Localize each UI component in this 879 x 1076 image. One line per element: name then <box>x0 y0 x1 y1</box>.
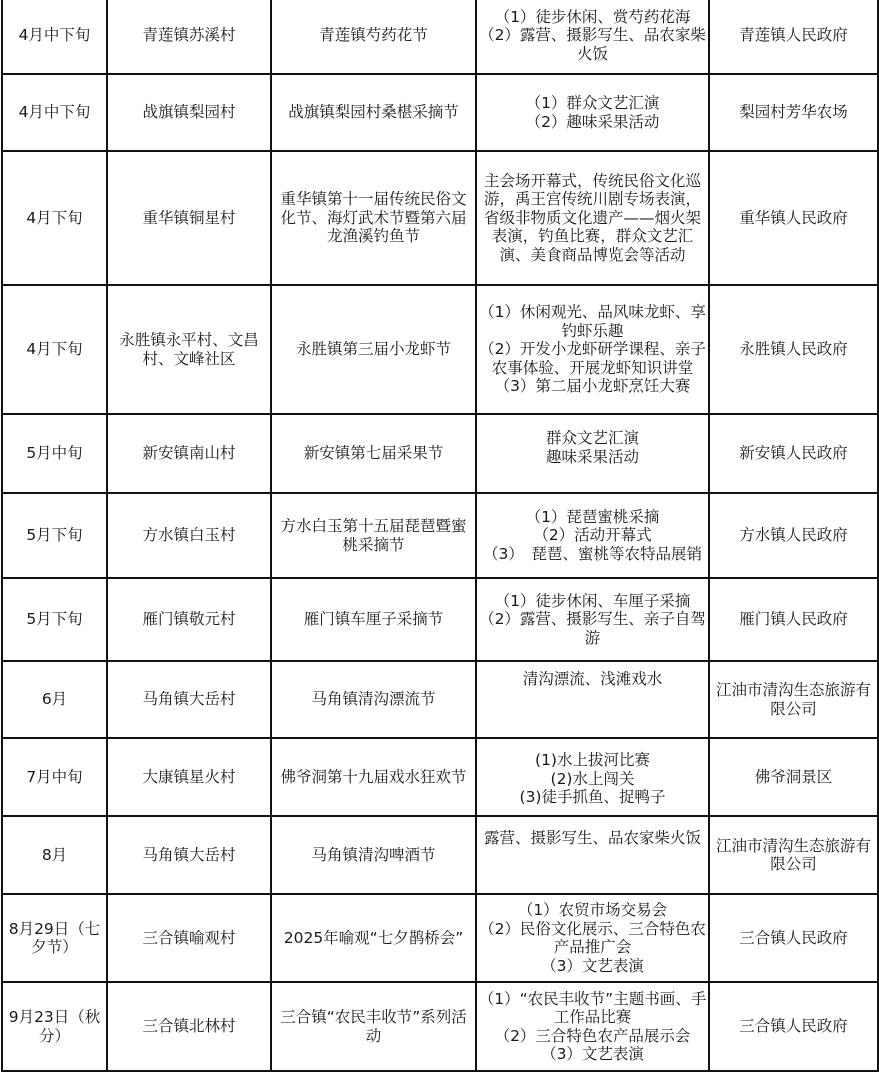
cell-village: 重华镇铜星村 <box>107 151 271 285</box>
cell-festival-name: 佛爷洞第十九届戏水狂欢节 <box>271 738 476 816</box>
table-row <box>2 661 878 738</box>
activity-item: 清沟漂流、浅滩戏水 <box>522 670 663 688</box>
activity-item: （1）农贸市场交易会 <box>517 901 668 919</box>
activity-item: （2）趣味采果活动 <box>525 112 660 131</box>
cell-festival-name: 马角镇清沟啤酒节 <box>271 816 476 894</box>
cell-village: 马角镇大岳村 <box>107 816 271 894</box>
table-body <box>2 0 878 1071</box>
cell-activities <box>476 151 709 285</box>
activity-item: （2）三合特色农产品展示会 <box>494 1026 691 1045</box>
cell-festival-name: 马角镇清沟漂流节 <box>271 661 476 738</box>
table-row <box>2 982 878 1071</box>
cell-time: 5月中旬 <box>2 414 107 493</box>
cell-time: 4月下旬 <box>2 151 107 285</box>
cell-activities <box>476 578 709 661</box>
cell-activities <box>476 661 709 738</box>
cell-activities <box>476 738 709 816</box>
cell-festival-name: 重华镇第十一届传统民俗文化节、海灯武术节暨第六届龙渔溪钓鱼节 <box>271 151 476 285</box>
cell-activities <box>476 74 709 151</box>
cell-time: 5月下旬 <box>2 493 107 578</box>
cell-festival-name: 方水白玉第十五届琵琶暨蜜桃采摘节 <box>271 493 476 578</box>
activity-item: （1）群众文艺汇演 <box>525 94 660 112</box>
cell-activities <box>476 0 709 74</box>
cell-activities <box>476 816 709 894</box>
activity-item: 主会场开幕式，传统民俗文化巡游，禹王宫传统川剧专场表演，省级非物质文化遗产——烟火架表演，钓鱼比赛，群众文艺汇演、美食商品博览会等活动 <box>483 171 701 264</box>
activity-item: （1）休闲观光、品风味龙虾、享钓虾乐趣 <box>479 303 706 340</box>
activity-item: 露营、摄影写生、品农家柴火饭 <box>483 829 701 847</box>
cell-organizer: 江油市清沟生态旅游有限公司 <box>709 661 878 738</box>
cell-time: 8月29日（七夕节） <box>2 894 107 982</box>
activity-item: （2）活动开幕式 <box>533 526 652 545</box>
cell-activities <box>476 414 709 493</box>
cell-organizer: 梨园村芳华农场 <box>709 74 878 151</box>
activity-item: 趣味采果活动 <box>545 447 639 466</box>
cell-village: 战旗镇梨园村 <box>107 74 271 151</box>
cell-organizer: 江油市清沟生态旅游有限公司 <box>709 816 878 894</box>
table-row <box>2 493 878 578</box>
cell-activities <box>476 982 709 1071</box>
cell-time: 6月 <box>2 661 107 738</box>
cell-festival-name: 青莲镇芍药花节 <box>271 0 476 74</box>
festival-schedule-table <box>1 0 879 1072</box>
table-row <box>2 578 878 661</box>
table-row <box>2 74 878 151</box>
cell-activities <box>476 285 709 414</box>
cell-organizer: 新安镇人民政府 <box>709 414 878 493</box>
activity-item: （3）文艺表演 <box>541 956 644 975</box>
cell-time: 4月中下旬 <box>2 0 107 74</box>
activity-item: (1)水上拔河比赛 <box>535 751 650 769</box>
cell-organizer: 重华镇人民政府 <box>709 151 878 285</box>
activity-item: （1）徒步休闲、赏芍药花海 <box>494 7 691 26</box>
cell-time: 4月下旬 <box>2 285 107 414</box>
cell-village: 方水镇白玉村 <box>107 493 271 578</box>
cell-activities <box>476 493 709 578</box>
cell-organizer: 三合镇人民政府 <box>709 982 878 1071</box>
activity-item: (3)徒手抓鱼、捉鸭子 <box>519 788 666 806</box>
cell-festival-name: 战旗镇梨园村桑椹采摘节 <box>271 74 476 151</box>
activity-item: （3） 琵琶、蜜桃等农特品展销 <box>482 544 703 563</box>
cell-time: 8月 <box>2 816 107 894</box>
table-row <box>2 816 878 894</box>
cell-festival-name: 2025年喻观“七夕鹊桥会” <box>271 894 476 982</box>
cell-time: 5月下旬 <box>2 578 107 661</box>
cell-time: 7月中旬 <box>2 738 107 816</box>
activity-item: （1）琵琶蜜桃采摘 <box>525 507 660 526</box>
cell-festival-name: 三合镇“农民丰收节”系列活动 <box>271 982 476 1071</box>
activity-item: （1）“农民丰收节”主题书画、手工作品比赛 <box>478 989 707 1026</box>
cell-time: 4月中下旬 <box>2 74 107 151</box>
cell-village: 三合镇喻观村 <box>107 894 271 982</box>
cell-organizer: 方水镇人民政府 <box>709 493 878 578</box>
cell-time: 9月23日（秋分） <box>2 982 107 1071</box>
activity-item: （2）民俗文化展示、三合特色农产品推广会 <box>479 919 706 956</box>
cell-organizer: 永胜镇人民政府 <box>709 285 878 414</box>
table-row <box>2 738 878 816</box>
cell-festival-name: 雁门镇车厘子采摘节 <box>271 578 476 661</box>
activity-item: （2）露营、摄影写生、亲子自驾游 <box>479 610 706 647</box>
cell-festival-name: 永胜镇第三届小龙虾节 <box>271 285 476 414</box>
table-row <box>2 894 878 982</box>
activity-item: （3）第二届小龙虾烹饪大赛 <box>494 377 691 396</box>
cell-organizer: 佛爷洞景区 <box>709 738 878 816</box>
cell-village: 三合镇北林村 <box>107 982 271 1071</box>
cell-village: 马角镇大岳村 <box>107 661 271 738</box>
cell-festival-name: 新安镇第七届采果节 <box>271 414 476 493</box>
cell-village: 雁门镇敬元村 <box>107 578 271 661</box>
activity-item: （2）露营、摄影写生、品农家柴火饭 <box>479 26 706 63</box>
cell-village: 永胜镇永平村、文昌村、文峰社区 <box>107 285 271 414</box>
cell-organizer: 青莲镇人民政府 <box>709 0 878 74</box>
table-row <box>2 414 878 493</box>
cell-village: 大康镇星火村 <box>107 738 271 816</box>
table-row <box>2 151 878 285</box>
cell-organizer: 雁门镇人民政府 <box>709 578 878 661</box>
activity-item: （2）开发小龙虾研学课程、亲子农事体验、开展龙虾知识讲堂 <box>479 340 706 377</box>
activity-item: （3）文艺表演 <box>541 1045 644 1063</box>
cell-village: 青莲镇苏溪村 <box>107 0 271 74</box>
activity-item: (2)水上闯关 <box>550 769 635 788</box>
table-row <box>2 285 878 414</box>
activity-item: （1）徒步休闲、车厘子采摘 <box>494 591 691 610</box>
activity-item: 群众文艺汇演 <box>545 429 639 447</box>
table-row <box>2 0 878 74</box>
cell-village: 新安镇南山村 <box>107 414 271 493</box>
cell-activities <box>476 894 709 982</box>
cell-organizer: 三合镇人民政府 <box>709 894 878 982</box>
